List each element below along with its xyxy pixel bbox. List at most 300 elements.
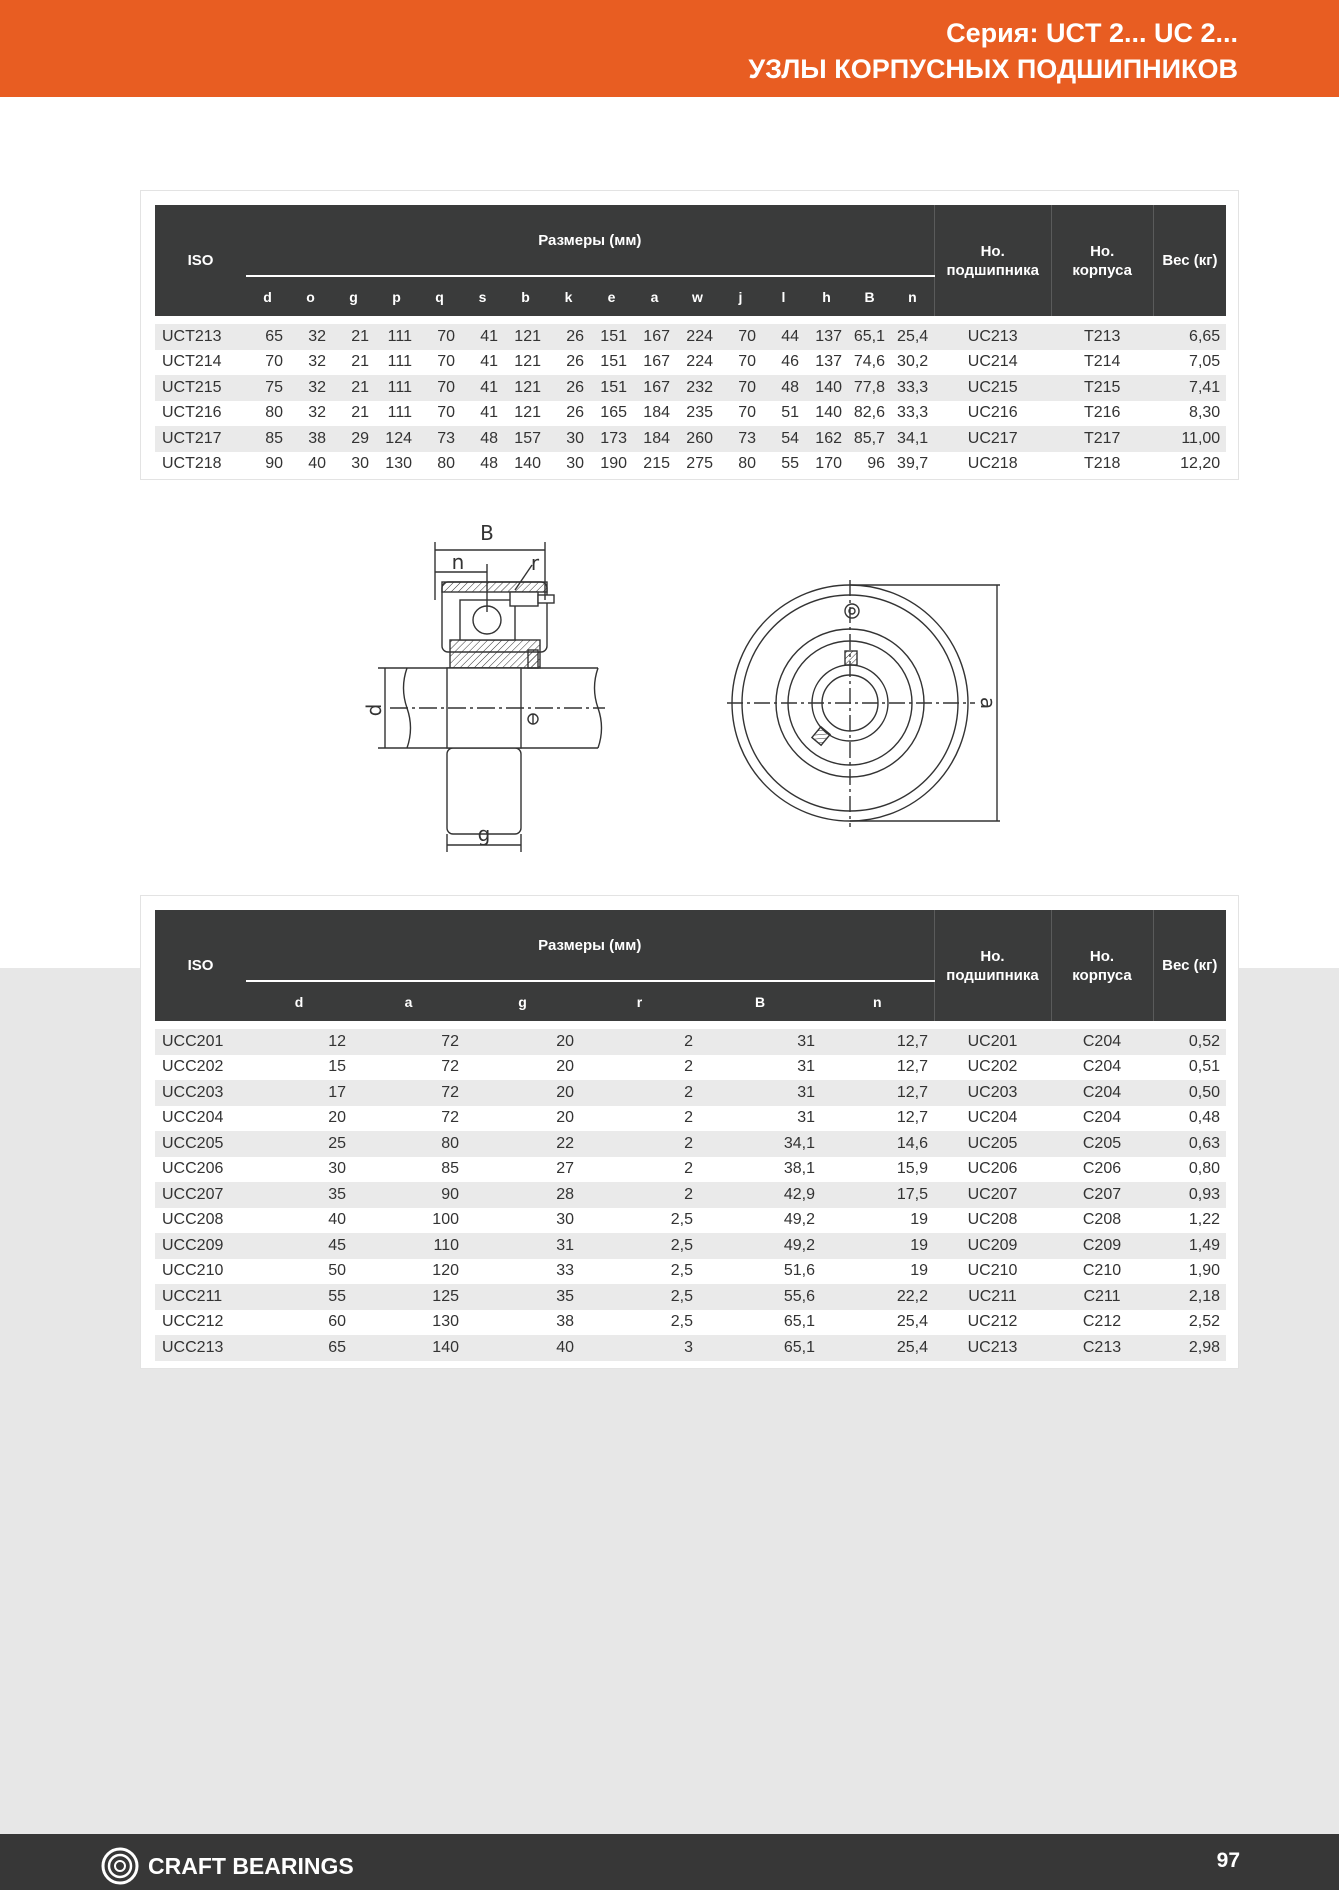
table-cell: 28 [465,1182,580,1208]
table-cell: 85 [246,426,289,452]
table-cell: 77,8 [848,375,891,401]
dim-header-3: p [375,276,418,316]
table-cell: 17 [246,1080,352,1106]
table-cell: 111 [375,350,418,376]
table-cell: 151 [590,324,633,350]
table-cell: 26 [547,324,590,350]
table-cell: UC213 [934,324,1051,350]
table-spacer [155,1021,1226,1029]
table-row [155,1131,1226,1157]
table-cell: 72 [352,1029,465,1055]
table-cell: 2 [580,1131,699,1157]
ucc-table-card [140,895,1239,1369]
table-cell: 38 [289,426,332,452]
table-cell: 26 [547,375,590,401]
table-cell: 215 [633,452,676,478]
table-cell: 30 [246,1157,352,1183]
table-cell: 49,2 [699,1208,821,1234]
table-cell: 275 [676,452,719,478]
table-cell: UCC209 [155,1233,246,1259]
table-cell: 12,7 [821,1055,934,1081]
table-cell: 20 [465,1055,580,1081]
table-cell: 140 [352,1335,465,1361]
table-cell: 31 [699,1029,821,1055]
table-cell: 20 [246,1106,352,1132]
table-cell: 41 [461,375,504,401]
label-n: n [451,550,465,574]
table-cell: 54 [762,426,805,452]
dim-header-9: a [633,276,676,316]
side-view-drawing [360,520,610,860]
table-cell: 3 [580,1335,699,1361]
table-cell: UCC202 [155,1055,246,1081]
table-cell: UC212 [934,1310,1051,1336]
table-cell: 70 [719,350,762,376]
iso-header: ISO [155,910,246,1021]
table-cell: C204 [1051,1106,1153,1132]
table-cell: 33,3 [891,375,934,401]
weight-header: Вес (кг) [1153,205,1226,316]
table-cell: 55,6 [699,1284,821,1310]
table-cell: 40 [465,1335,580,1361]
table-cell: 2,98 [1153,1335,1226,1361]
page-footer [0,1834,1339,1890]
table-cell: 2,5 [580,1310,699,1336]
table-cell: 167 [633,350,676,376]
page-number: 97 [1216,1849,1240,1872]
table-cell: C211 [1051,1284,1153,1310]
table-cell: 21 [332,324,375,350]
table-cell: 80 [352,1131,465,1157]
table-cell: 111 [375,375,418,401]
dim-header-14: B [848,276,891,316]
table-cell: 25,4 [821,1310,934,1336]
table-cell: UCT218 [155,452,246,478]
table-cell: 90 [246,452,289,478]
label-b: B [480,521,494,545]
table-cell: UCC210 [155,1259,246,1285]
table-cell: 2 [580,1157,699,1183]
iso-header: ISO [155,205,246,316]
table-row [155,1284,1226,1310]
dim-header-5: n [821,981,934,1021]
table-cell: 260 [676,426,719,452]
table-cell: 19 [821,1233,934,1259]
table-cell: 2 [580,1080,699,1106]
table-cell: 51,6 [699,1259,821,1285]
table-cell: 184 [633,401,676,427]
table-cell: 48 [461,426,504,452]
table-cell: 140 [805,375,848,401]
table-cell: 55 [246,1284,352,1310]
table-cell: 80 [418,452,461,478]
table-cell: UC204 [934,1106,1051,1132]
table-cell: 170 [805,452,848,478]
table-cell: 26 [547,401,590,427]
table-cell: 173 [590,426,633,452]
table-row [155,1080,1226,1106]
table-cell: 190 [590,452,633,478]
dim-header-0: d [246,981,352,1021]
table-cell: 121 [504,401,547,427]
table-cell: 72 [352,1080,465,1106]
table-cell: 137 [805,350,848,376]
table-cell: 30 [332,452,375,478]
table-cell: 73 [418,426,461,452]
housing-no-header: Но. корпуса [1051,910,1153,1021]
table-row [155,1106,1226,1132]
table-cell: 1,49 [1153,1233,1226,1259]
dim-header-3: r [580,981,699,1021]
table-cell: C212 [1051,1310,1153,1336]
table-cell: 25,4 [821,1335,934,1361]
table-cell: 162 [805,426,848,452]
table-cell: UC214 [934,350,1051,376]
table-row [155,1029,1226,1055]
table-cell: 48 [461,452,504,478]
table-cell: 26 [547,350,590,376]
table-cell: 35 [465,1284,580,1310]
table-cell: 2 [580,1106,699,1132]
table-cell: 32 [289,401,332,427]
dim-header-2: g [332,276,375,316]
table-cell: 30,2 [891,350,934,376]
table-cell: UC201 [934,1029,1051,1055]
table-cell: 38,1 [699,1157,821,1183]
table-row [155,1335,1226,1361]
dim-header-10: w [676,276,719,316]
table-cell: 30 [547,426,590,452]
table-cell: 65 [246,324,289,350]
table-cell: 25 [246,1131,352,1157]
table-cell: 1,90 [1153,1259,1226,1285]
table-cell: 46 [762,350,805,376]
table-cell: 70 [418,375,461,401]
dim-header-0: d [246,276,289,316]
table-cell: 12 [246,1029,352,1055]
table-cell: 70 [418,324,461,350]
table-cell: T218 [1051,452,1153,478]
table-cell: 8,30 [1153,401,1226,427]
table-row [155,1182,1226,1208]
table-cell: 17,5 [821,1182,934,1208]
table-cell: 14,6 [821,1131,934,1157]
table-cell: 184 [633,426,676,452]
table-cell: UCC213 [155,1335,246,1361]
table-cell: 44 [762,324,805,350]
table-cell: UC211 [934,1284,1051,1310]
dim-header-4: B [699,981,821,1021]
table-cell: 125 [352,1284,465,1310]
table-cell: 39,7 [891,452,934,478]
table-cell: 12,7 [821,1106,934,1132]
table-cell: 75 [246,375,289,401]
table-cell: 34,1 [891,426,934,452]
table-cell: 32 [289,350,332,376]
table-cell: 70 [418,350,461,376]
table-cell: 70 [719,401,762,427]
table-cell: 65,1 [699,1310,821,1336]
table-cell: 2,52 [1153,1310,1226,1336]
table-cell: UCC201 [155,1029,246,1055]
front-view-drawing [725,575,1015,835]
table-cell: 31 [699,1106,821,1132]
table-cell: 21 [332,375,375,401]
label-d: d [362,703,386,717]
table-cell: 235 [676,401,719,427]
table-cell: UCC205 [155,1131,246,1157]
table-cell: 140 [504,452,547,478]
table-row [155,1310,1226,1336]
table-cell: C204 [1051,1080,1153,1106]
label-g: g [477,822,491,846]
brand-name: CRAFT BEARINGS [148,1852,354,1879]
table-cell: 20 [465,1080,580,1106]
table-cell: 137 [805,324,848,350]
table-cell: 34,1 [699,1131,821,1157]
dim-header-4: q [418,276,461,316]
table-cell: 12,7 [821,1080,934,1106]
table-cell: 22,2 [821,1284,934,1310]
table-cell: 0,51 [1153,1055,1226,1081]
uct-dimensions-table [155,205,1226,477]
table-cell: T214 [1051,350,1153,376]
table-cell: 40 [246,1208,352,1234]
table-cell: 15,9 [821,1157,934,1183]
dim-header-15: n [891,276,934,316]
table-cell: 85 [352,1157,465,1183]
brand-logo [100,1846,354,1886]
table-row [155,1259,1226,1285]
housing-no-header: Но. корпуса [1051,205,1153,316]
table-cell: 165 [590,401,633,427]
table-cell: 111 [375,401,418,427]
table-cell: 21 [332,401,375,427]
table-cell: 0,52 [1153,1029,1226,1055]
table-cell: 73 [719,426,762,452]
table-cell: T213 [1051,324,1153,350]
table-cell: 55 [762,452,805,478]
table-cell: UCC211 [155,1284,246,1310]
table-cell: 32 [289,324,332,350]
table-cell: 2 [580,1029,699,1055]
table-cell: 70 [246,350,289,376]
table-cell: 2 [580,1055,699,1081]
dim-header-1: o [289,276,332,316]
table-cell: 130 [375,452,418,478]
table-row [155,350,1226,376]
table-cell: C213 [1051,1335,1153,1361]
table-cell: 151 [590,375,633,401]
table-cell: 90 [352,1182,465,1208]
table-cell: 0,80 [1153,1157,1226,1183]
table-cell: 224 [676,350,719,376]
table-cell: 20 [465,1106,580,1132]
table-cell: 100 [352,1208,465,1234]
dim-header-2: g [465,981,580,1021]
table-cell: UCC203 [155,1080,246,1106]
dim-header-12: l [762,276,805,316]
table-cell: 32 [289,375,332,401]
table-cell: 12,20 [1153,452,1226,478]
table-cell: 49,2 [699,1233,821,1259]
table-cell: UCC208 [155,1208,246,1234]
dim-header-7: k [547,276,590,316]
table-cell: 42,9 [699,1182,821,1208]
dimensions-header: Размеры (мм) [246,910,934,981]
table-cell: UC218 [934,452,1051,478]
series-title: Серия: UCT 2... UC 2... [946,18,1238,48]
table-cell: UCT216 [155,401,246,427]
table-cell: UC205 [934,1131,1051,1157]
table-cell: 140 [805,401,848,427]
table-cell: UCT213 [155,324,246,350]
table-cell: 0,93 [1153,1182,1226,1208]
table-cell: UCT214 [155,350,246,376]
table-cell: UC217 [934,426,1051,452]
table-cell: T216 [1051,401,1153,427]
table-cell: 50 [246,1259,352,1285]
weight-header: Вес (кг) [1153,910,1226,1021]
table-cell: 6,65 [1153,324,1226,350]
table-cell: 30 [547,452,590,478]
table-cell: UC215 [934,375,1051,401]
table-cell: 96 [848,452,891,478]
table-cell: 111 [375,324,418,350]
table-row [155,1055,1226,1081]
table-cell: UC202 [934,1055,1051,1081]
table-cell: 7,05 [1153,350,1226,376]
label-r: r [530,551,540,575]
table-cell: C206 [1051,1157,1153,1183]
table-cell: T215 [1051,375,1153,401]
table-cell: 0,48 [1153,1106,1226,1132]
table-cell: 124 [375,426,418,452]
table-cell: UC207 [934,1182,1051,1208]
table-cell: 65,1 [699,1335,821,1361]
table-cell: C210 [1051,1259,1153,1285]
table-cell: 38 [465,1310,580,1336]
table-cell: 157 [504,426,547,452]
table-row [155,1233,1226,1259]
table-cell: 72 [352,1106,465,1132]
dim-header-6: b [504,276,547,316]
label-a: a [976,696,1000,710]
table-cell: 232 [676,375,719,401]
table-cell: 2,5 [580,1233,699,1259]
table-cell: 121 [504,324,547,350]
table-cell: 19 [821,1259,934,1285]
table-cell: 29 [332,426,375,452]
table-cell: UCC212 [155,1310,246,1336]
table-spacer [155,316,1226,324]
table-cell: UCT215 [155,375,246,401]
dim-header-1: a [352,981,465,1021]
table-cell: 130 [352,1310,465,1336]
table-cell: 41 [461,350,504,376]
table-cell: C208 [1051,1208,1153,1234]
table-cell: 120 [352,1259,465,1285]
table-cell: 80 [246,401,289,427]
table-cell: 27 [465,1157,580,1183]
table-cell: C204 [1051,1029,1153,1055]
table-cell: C209 [1051,1233,1153,1259]
table-cell: 25,4 [891,324,934,350]
table-cell: 40 [289,452,332,478]
table-cell: 167 [633,375,676,401]
dim-header-11: j [719,276,762,316]
table-cell: C204 [1051,1055,1153,1081]
table-cell: 224 [676,324,719,350]
dimensions-header: Размеры (мм) [246,205,934,276]
ucc-dimensions-table [155,910,1226,1361]
table-cell: 11,00 [1153,426,1226,452]
table-cell: 22 [465,1131,580,1157]
table-cell: UCC204 [155,1106,246,1132]
table-row [155,1208,1226,1234]
page-header [0,0,1339,97]
table-cell: 2,5 [580,1284,699,1310]
table-row [155,1157,1226,1183]
table-cell: UCC207 [155,1182,246,1208]
table-cell: C205 [1051,1131,1153,1157]
table-row [155,375,1226,401]
table-cell: 151 [590,350,633,376]
table-row [155,324,1226,350]
table-cell: 33,3 [891,401,934,427]
table-cell: 31 [699,1080,821,1106]
dim-header-8: e [590,276,633,316]
table-cell: UC213 [934,1335,1051,1361]
table-cell: UC209 [934,1233,1051,1259]
dim-header-5: s [461,276,504,316]
table-cell: 20 [465,1029,580,1055]
table-cell: 72 [352,1055,465,1081]
table-cell: 41 [461,324,504,350]
bearing-no-header: Но. подшипника [934,910,1051,1021]
table-cell: 110 [352,1233,465,1259]
table-cell: 65 [246,1335,352,1361]
table-cell: 21 [332,350,375,376]
page-title: УЗЛЫ КОРПУСНЫХ ПОДШИПНИКОВ [748,54,1238,84]
table-cell: 65,1 [848,324,891,350]
table-cell: 41 [461,401,504,427]
table-cell: UC208 [934,1208,1051,1234]
bearing-no-header: Но. подшипника [934,205,1051,316]
table-cell: 31 [465,1233,580,1259]
table-cell: C207 [1051,1182,1153,1208]
table-cell: 85,7 [848,426,891,452]
table-cell: 0,63 [1153,1131,1226,1157]
table-cell: 167 [633,324,676,350]
table-cell: 33 [465,1259,580,1285]
bearing-logo-icon [100,1846,140,1886]
table-cell: 121 [504,375,547,401]
table-cell: 70 [418,401,461,427]
table-cell: 74,6 [848,350,891,376]
table-cell: 48 [762,375,805,401]
table-row [155,401,1226,427]
table-cell: 30 [465,1208,580,1234]
table-cell: 15 [246,1055,352,1081]
table-cell: 19 [821,1208,934,1234]
table-cell: UCT217 [155,426,246,452]
dim-header-13: h [805,276,848,316]
table-cell: 2,5 [580,1208,699,1234]
table-row [155,452,1226,478]
table-cell: 45 [246,1233,352,1259]
table-cell: 121 [504,350,547,376]
